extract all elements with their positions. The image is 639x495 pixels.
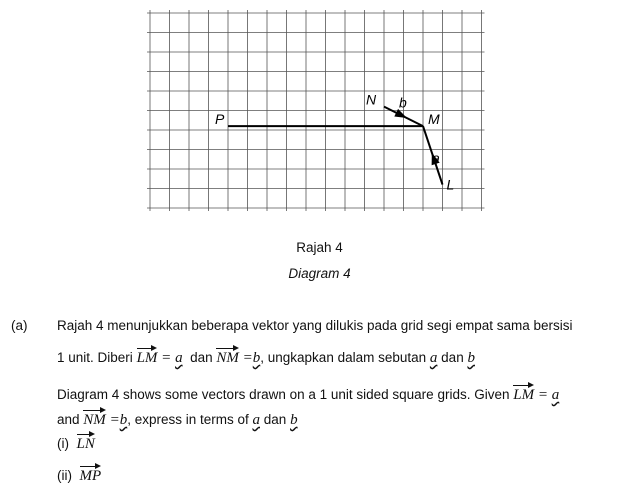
sub-item-i <box>57 432 95 453</box>
vector-b: b <box>290 412 298 428</box>
vector-label-a: a <box>432 150 440 167</box>
vector-ln: LN <box>77 432 95 453</box>
english-dan: dan <box>263 412 287 427</box>
vector-a: a <box>551 387 560 403</box>
point-label-l: L <box>446 176 455 193</box>
english-text-start: Diagram 4 shows some vectors drawn on a 1 unit sided square grids. Given <box>57 387 510 402</box>
vector-nm: NM <box>83 408 106 429</box>
english-text-mid: , express in terms of <box>127 412 249 427</box>
english-line-2: and NM =b, express in terms of a dan b <box>57 408 298 429</box>
vector-lines <box>228 107 443 185</box>
sub-item-label: (i) <box>57 436 69 451</box>
vector-nm: NM <box>216 346 239 367</box>
malay-dan: dan <box>441 350 464 365</box>
sub-item-label: (ii) <box>57 468 72 483</box>
vector-mp: MP <box>80 464 102 485</box>
malay-text-start: 1 unit. Diberi <box>57 350 133 365</box>
vector-b: b <box>119 412 128 428</box>
point-label-n: N <box>366 91 377 108</box>
malay-line-2: 1 unit. Diberi LM = a dan NM =b, ungkapkan dalam sebutan a dan b <box>57 346 475 367</box>
english-and: and <box>57 412 80 427</box>
vector-a: a <box>175 350 183 366</box>
vector-lm: LM <box>513 383 534 404</box>
diagram-title: Rajah 4 <box>296 240 343 255</box>
malay-text-end: , ungkapkan dalam sebutan <box>260 350 427 365</box>
diagram-subtitle: Diagram 4 <box>288 266 351 281</box>
point-label-p: P <box>215 111 225 128</box>
vector-lm: LM <box>137 346 158 367</box>
malay-line-1: Rajah 4 menunjukkan beberapa vektor yang dilukis pada grid segi empat sama bersisi <box>57 318 573 333</box>
sub-item-ii <box>57 464 101 485</box>
point-label-m: M <box>428 111 440 128</box>
point-labels <box>215 92 454 193</box>
vector-b: b <box>467 350 475 366</box>
vector-b: b <box>252 350 261 366</box>
question-part-label: (a) <box>11 318 28 333</box>
vector-label-b: b <box>399 94 407 111</box>
malay-dan: dan <box>190 350 213 365</box>
vector-a: a <box>429 350 438 366</box>
english-line-1: Diagram 4 shows some vectors drawn on a 1 unit sided square grids. Given LM = a <box>57 383 559 404</box>
vector-a: a <box>252 412 260 428</box>
